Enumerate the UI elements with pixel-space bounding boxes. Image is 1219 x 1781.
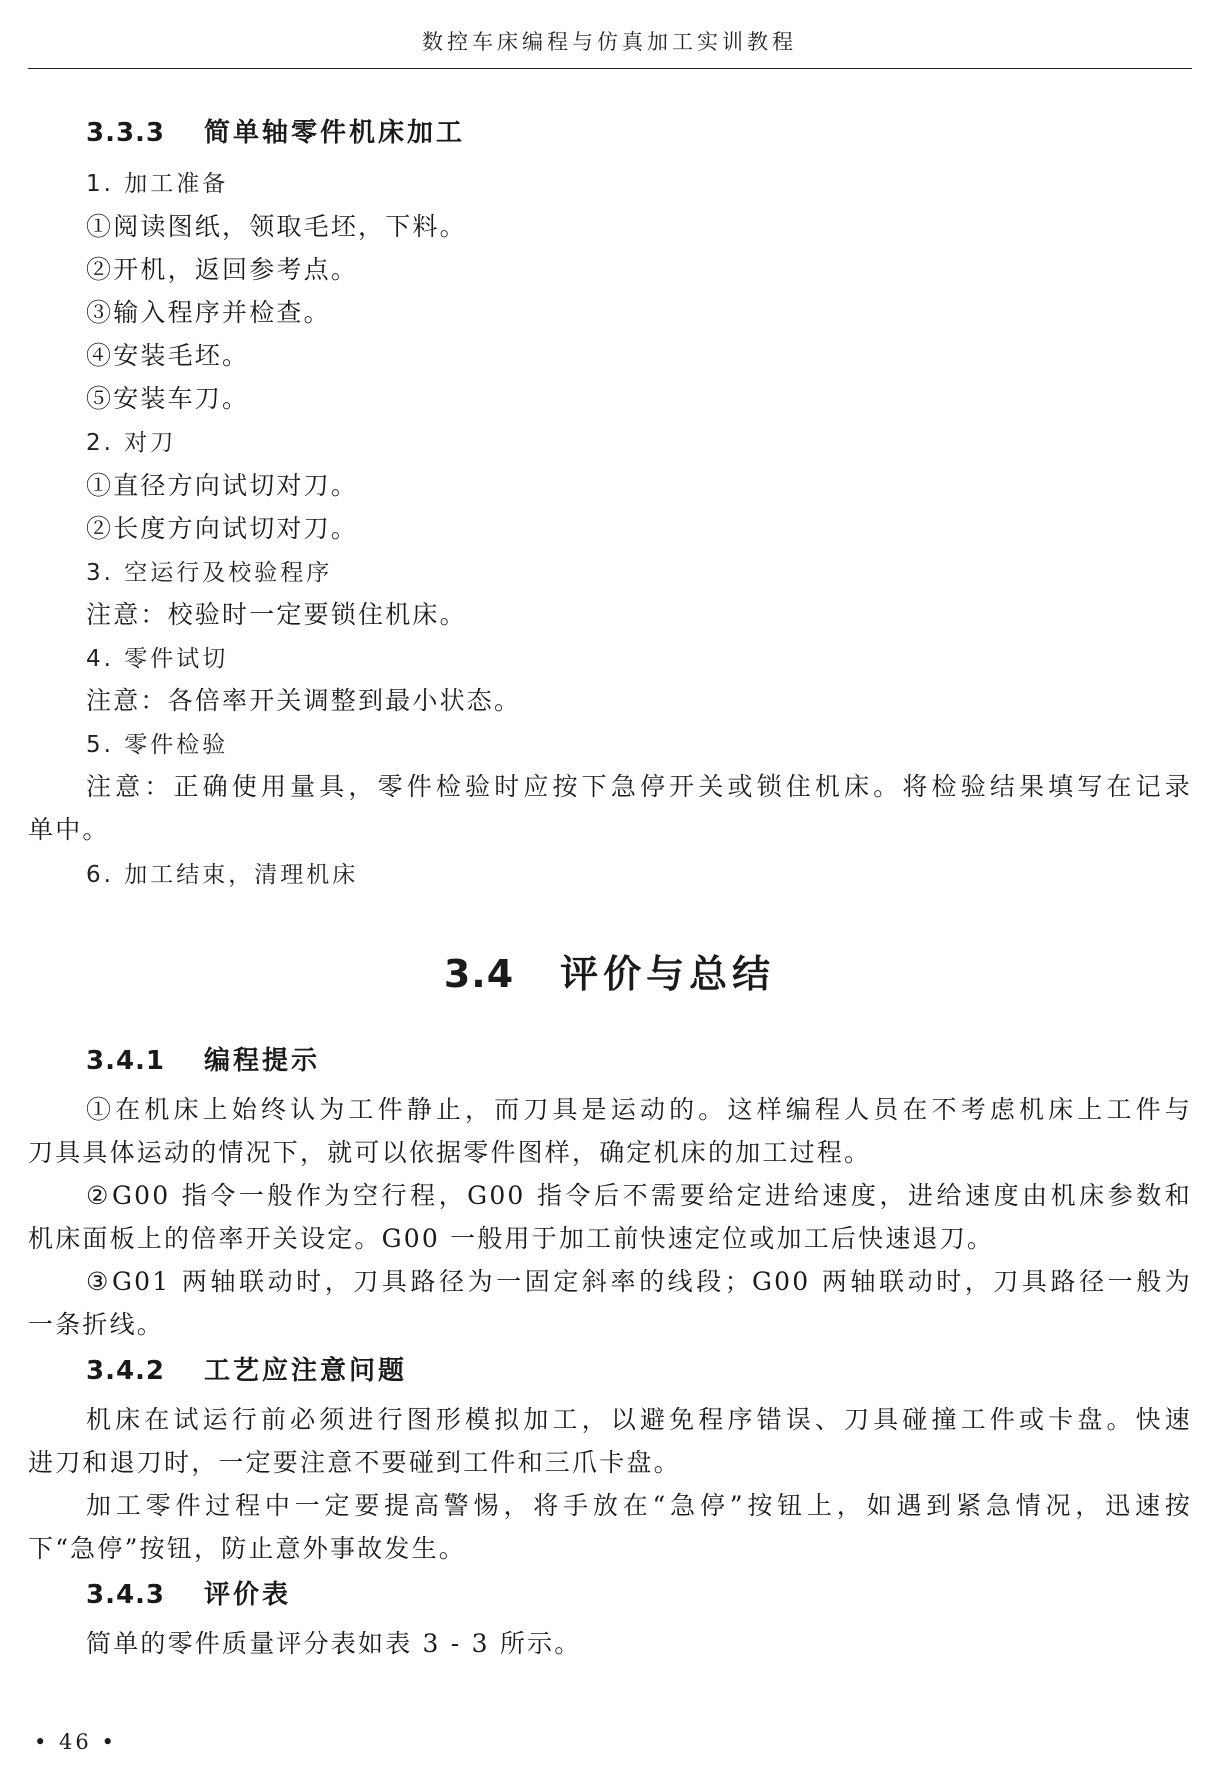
note-text-continued: 单中。 [28,815,110,844]
paragraph-line: 机床面板上的倍率开关设定。G00 一般用于加工前快速定位或加工后快速退刀。 [28,1224,995,1253]
section-number: 3.3.3 [86,118,166,148]
step-item: ③输入程序并检查。 [86,298,331,327]
step-item: ①直径方向试切对刀。 [86,471,359,500]
section-number: 3.4.3 [86,1580,166,1610]
step-heading: 1. 加工准备 [86,171,229,197]
step-heading: 3. 空运行及校验程序 [86,560,333,586]
note-text: 注意：校验时一定要锁住机床。 [86,600,467,629]
step-heading: 5. 零件检验 [86,732,229,758]
paragraph-line: 简单的零件质量评分表如表 3 - 3 所示。 [86,1629,582,1658]
section-heading-3-4-3 [86,1574,291,1611]
section-number: 3.4.1 [86,1046,166,1076]
section-title: 评价与总结 [560,952,776,996]
step-heading: 6. 加工结束，清理机床 [86,862,359,888]
step-heading: 2. 对刀 [86,430,177,456]
step-item: ②长度方向试切对刀。 [86,514,359,543]
paragraph-line: 加工零件过程中一定要提高警惕，将手放在“急停”按钮上，如遇到紧急情况，迅速按 [86,1491,1192,1520]
section-number: 3.4 [443,952,515,996]
step-item: ①阅读图纸，领取毛坯，下料。 [86,212,467,241]
paragraph-line: 一条折线。 [28,1310,165,1339]
section-heading-3-4-2 [86,1350,407,1387]
paragraph-line: ②G00 指令一般作为空行程，G00 指令后不需要给定进给速度，进给速度由机床参数和 [86,1181,1192,1210]
step-item: ④安装毛坯。 [86,341,250,370]
section-title: 评价表 [204,1580,292,1610]
section-title: 简单轴零件机床加工 [204,118,466,148]
page-number: • 46 • [34,1730,117,1754]
section-heading-3-4-1 [86,1040,320,1077]
header-rule [28,68,1192,69]
section-title: 编程提示 [204,1046,321,1076]
note-text: 注意：各倍率开关调整到最小状态。 [86,686,522,715]
section-number: 3.4.2 [86,1356,166,1386]
paragraph-line: ③G01 两轴联动时，刀具路径为一固定斜率的线段；G00 两轴联动时，刀具路径一般为 [86,1267,1192,1296]
paragraph-line: 下“急停”按钮，防止意外事故发生。 [28,1534,466,1563]
step-heading: 4. 零件试切 [86,646,229,672]
step-item: ⑤安装车刀。 [86,384,250,413]
paragraph-line: 刀具具体运动的情况下，就可以依据零件图样，确定机床的加工过程。 [28,1138,872,1167]
running-header: 数控车床编程与仿真加工实训教程 [422,30,797,54]
step-item: ②开机，返回参考点。 [86,255,359,284]
paragraph-line: 进刀和退刀时，一定要注意不要碰到工件和三爪卡盘。 [28,1448,681,1477]
note-text: 注意：正确使用量具，零件检验时应按下急停开关或锁住机床。将检验结果填写在记录 [86,772,1192,801]
paragraph-line: 机床在试运行前必须进行图形模拟加工，以避免程序错误、刀具碰撞工件或卡盘。快速 [86,1405,1192,1434]
section-title: 工艺应注意问题 [204,1356,408,1386]
section-heading-3-3-3 [86,112,465,149]
paragraph-line: ①在机床上始终认为工件静止，而刀具是运动的。这样编程人员在不考虑机床上工件与 [86,1095,1192,1124]
chapter-section-heading-3-4 [0,943,1219,998]
